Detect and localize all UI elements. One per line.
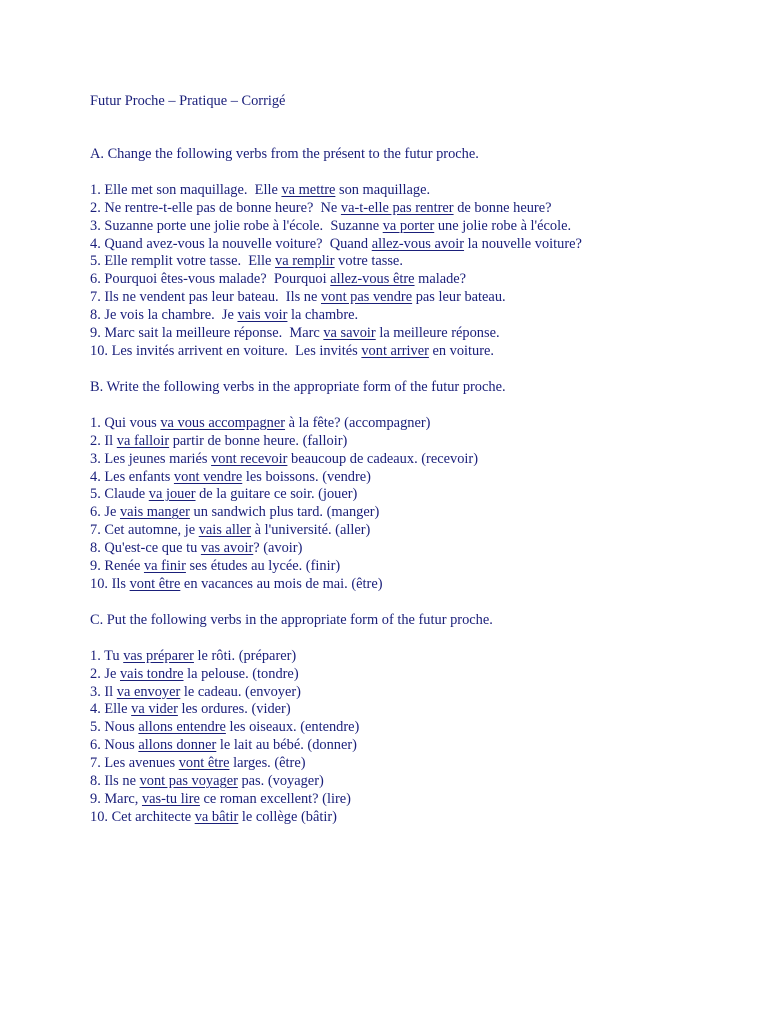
exercise-list <box>90 415 730 594</box>
item-prompt: 7. Ils ne vendent pas leur bateau. Ils ne <box>90 289 321 306</box>
exercise-item <box>90 253 730 271</box>
item-answer: vont recevoir <box>211 450 288 467</box>
item-prompt: 1. Tu <box>90 647 124 664</box>
item-answer: vas avoir <box>200 540 254 557</box>
item-remainder: pas leur bateau. <box>412 289 506 306</box>
exercise-item <box>90 719 730 737</box>
exercise-list <box>90 182 730 361</box>
item-answer: va vous accompagner <box>160 414 286 431</box>
item-prompt: 2. Ne rentre-t-elle pas de bonne heure? Ne <box>90 199 341 216</box>
exercise-item <box>90 809 730 827</box>
exercise-item <box>90 451 730 469</box>
item-prompt: 5. Claude <box>90 486 149 503</box>
item-remainder: ce roman excellent? (lire) <box>199 791 351 807</box>
item-prompt: 9. Renée <box>90 558 144 575</box>
exercise-section <box>90 612 730 827</box>
item-remainder: de bonne heure? <box>453 199 552 216</box>
item-prompt: 6. Je <box>90 504 120 521</box>
item-remainder: le rôti. (préparer) <box>193 647 297 664</box>
exercise-item <box>90 236 730 254</box>
item-prompt: 8. Je vois la chambre. Je <box>90 307 238 324</box>
item-prompt: 2. Il <box>90 432 117 449</box>
item-remainder: beaucoup de cadeaux. (recevoir) <box>287 450 478 467</box>
item-remainder: le cadeau. (envoyer) <box>180 683 301 700</box>
item-answer: va-t-elle pas rentrer <box>340 199 454 216</box>
exercise-item <box>90 737 730 755</box>
item-prompt: 9. Marc sait la meilleure réponse. Marc <box>90 325 324 342</box>
exercise-item <box>90 684 730 702</box>
item-answer: vais manger <box>119 504 190 521</box>
document-page <box>90 93 730 845</box>
item-answer: vont être <box>129 575 181 592</box>
document-title: Futur Proche – Pratique – Corrigé <box>90 93 286 109</box>
item-prompt: 4. Les enfants <box>90 468 174 485</box>
item-remainder: ses études au lycée. (finir) <box>185 558 341 575</box>
item-prompt: 4. Quand avez-vous la nouvelle voiture? Quand <box>90 235 372 252</box>
item-remainder: en voiture. <box>428 342 495 359</box>
item-remainder: à l'université. (aller) <box>251 522 371 539</box>
exercise-item <box>90 576 730 594</box>
item-answer: va vider <box>131 701 178 718</box>
item-remainder: une jolie robe à l'école. <box>434 217 572 234</box>
exercise-item <box>90 218 730 236</box>
item-remainder: votre tasse. <box>334 253 403 270</box>
exercise-list <box>90 648 730 827</box>
item-remainder: partir de bonne heure. (falloir) <box>169 432 348 449</box>
exercise-item <box>90 415 730 433</box>
exercise-item <box>90 791 730 809</box>
exercise-sections <box>90 146 730 827</box>
item-remainder: les ordures. (vider) <box>177 701 291 718</box>
item-prompt: 4. Elle <box>90 701 132 718</box>
exercise-item <box>90 755 730 773</box>
item-prompt: 9. Marc, <box>90 791 142 807</box>
item-answer: allons entendre <box>138 719 226 736</box>
exercise-item <box>90 558 730 576</box>
item-remainder: pas. (voyager) <box>237 773 324 790</box>
item-prompt: 3. Suzanne porte une jolie robe à l'école. Suzanne <box>90 217 383 234</box>
exercise-item <box>90 325 730 343</box>
exercise-item <box>90 271 730 289</box>
exercise-item <box>90 504 730 522</box>
item-answer: allez-vous avoir <box>371 235 465 252</box>
item-answer: vont vendre <box>173 468 243 485</box>
exercise-item <box>90 200 730 218</box>
item-remainder: son maquillage. <box>335 181 431 198</box>
item-answer: allez-vous être <box>330 271 415 288</box>
exercise-item <box>90 307 730 325</box>
item-prompt: 10. Ils <box>90 575 130 592</box>
item-remainder: la meilleure réponse. <box>375 325 500 342</box>
item-answer: va savoir <box>323 325 376 342</box>
item-answer: vais aller <box>198 522 252 539</box>
item-prompt: 8. Ils ne <box>90 773 140 790</box>
item-answer: vont pas voyager <box>139 773 238 790</box>
item-remainder: la pelouse. (tondre) <box>183 665 299 682</box>
exercise-item <box>90 648 730 666</box>
item-prompt: 7. Cet automne, je <box>90 522 199 539</box>
item-remainder: le lait au bébé. (donner) <box>216 737 357 754</box>
item-remainder: à la fête? (accompagner) <box>285 414 431 431</box>
item-prompt: 5. Elle remplit votre tasse. Elle <box>90 253 276 270</box>
item-prompt: 5. Nous <box>90 719 139 736</box>
item-remainder: un sandwich plus tard. (manger) <box>189 504 380 521</box>
item-answer: va jouer <box>148 486 196 503</box>
exercise-item <box>90 289 730 307</box>
item-prompt: 1. Qui vous <box>90 414 161 431</box>
exercise-item <box>90 773 730 791</box>
exercise-item <box>90 701 730 719</box>
item-remainder: malade? <box>414 271 467 288</box>
item-answer: vont être <box>178 755 230 772</box>
exercise-item <box>90 182 730 200</box>
item-remainder: la nouvelle voiture? <box>464 235 582 252</box>
exercise-item <box>90 433 730 451</box>
item-answer: vais tondre <box>119 665 184 682</box>
item-remainder: ? (avoir) <box>253 540 303 557</box>
exercise-item <box>90 540 730 558</box>
section-heading: C. Put the following verbs in the appropriate form of the futur proche. <box>90 611 493 628</box>
item-prompt: 6. Pourquoi êtes-vous malade? Pourquoi <box>90 271 331 288</box>
item-answer: va envoyer <box>116 683 181 700</box>
item-prompt: 6. Nous <box>90 737 139 754</box>
item-prompt: 8. Qu'est-ce que tu <box>90 540 201 557</box>
exercise-item <box>90 343 730 361</box>
item-remainder: larges. (être) <box>229 755 306 772</box>
exercise-item <box>90 486 730 504</box>
item-prompt: 3. Les jeunes mariés <box>90 450 212 467</box>
item-answer: allons donner <box>138 737 217 754</box>
item-prompt: 7. Les avenues <box>90 755 179 772</box>
item-answer: vas préparer <box>123 647 194 664</box>
item-answer: vais voir <box>237 307 288 324</box>
item-prompt: 2. Je <box>90 665 120 682</box>
item-remainder: les boissons. (vendre) <box>242 468 371 485</box>
item-answer: vont pas vendre <box>320 289 413 306</box>
item-prompt: 10. Cet architecte <box>90 808 195 825</box>
item-answer: vont arriver <box>361 342 429 359</box>
item-remainder: la chambre. <box>287 307 359 324</box>
item-remainder: de la guitare ce soir. (jouer) <box>195 486 358 503</box>
item-prompt: 3. Il <box>90 683 117 700</box>
section-heading: B. Write the following verbs in the appropriate form of the futur proche. <box>90 378 506 395</box>
item-answer: va remplir <box>275 253 335 270</box>
item-answer: va finir <box>143 558 186 575</box>
item-remainder: les oiseaux. (entendre) <box>225 719 360 736</box>
exercise-section <box>90 146 730 361</box>
item-answer: va mettre <box>281 181 336 198</box>
item-answer: va bâtir <box>194 808 239 825</box>
item-prompt: 10. Les invités arrivent en voiture. Les invités <box>90 342 362 359</box>
item-answer: vas-tu lire <box>141 791 200 807</box>
item-prompt: 1. Elle met son maquillage. Elle <box>90 181 282 198</box>
exercise-item <box>90 666 730 684</box>
exercise-section <box>90 379 730 594</box>
exercise-item <box>90 522 730 540</box>
exercise-item <box>90 469 730 487</box>
item-answer: va falloir <box>116 432 170 449</box>
section-heading: A. Change the following verbs from the présent to the futur proche. <box>90 145 479 162</box>
item-remainder: en vacances au mois de mai. (être) <box>180 575 383 592</box>
item-remainder: le collège (bâtir) <box>238 808 337 825</box>
item-answer: va porter <box>382 217 435 234</box>
